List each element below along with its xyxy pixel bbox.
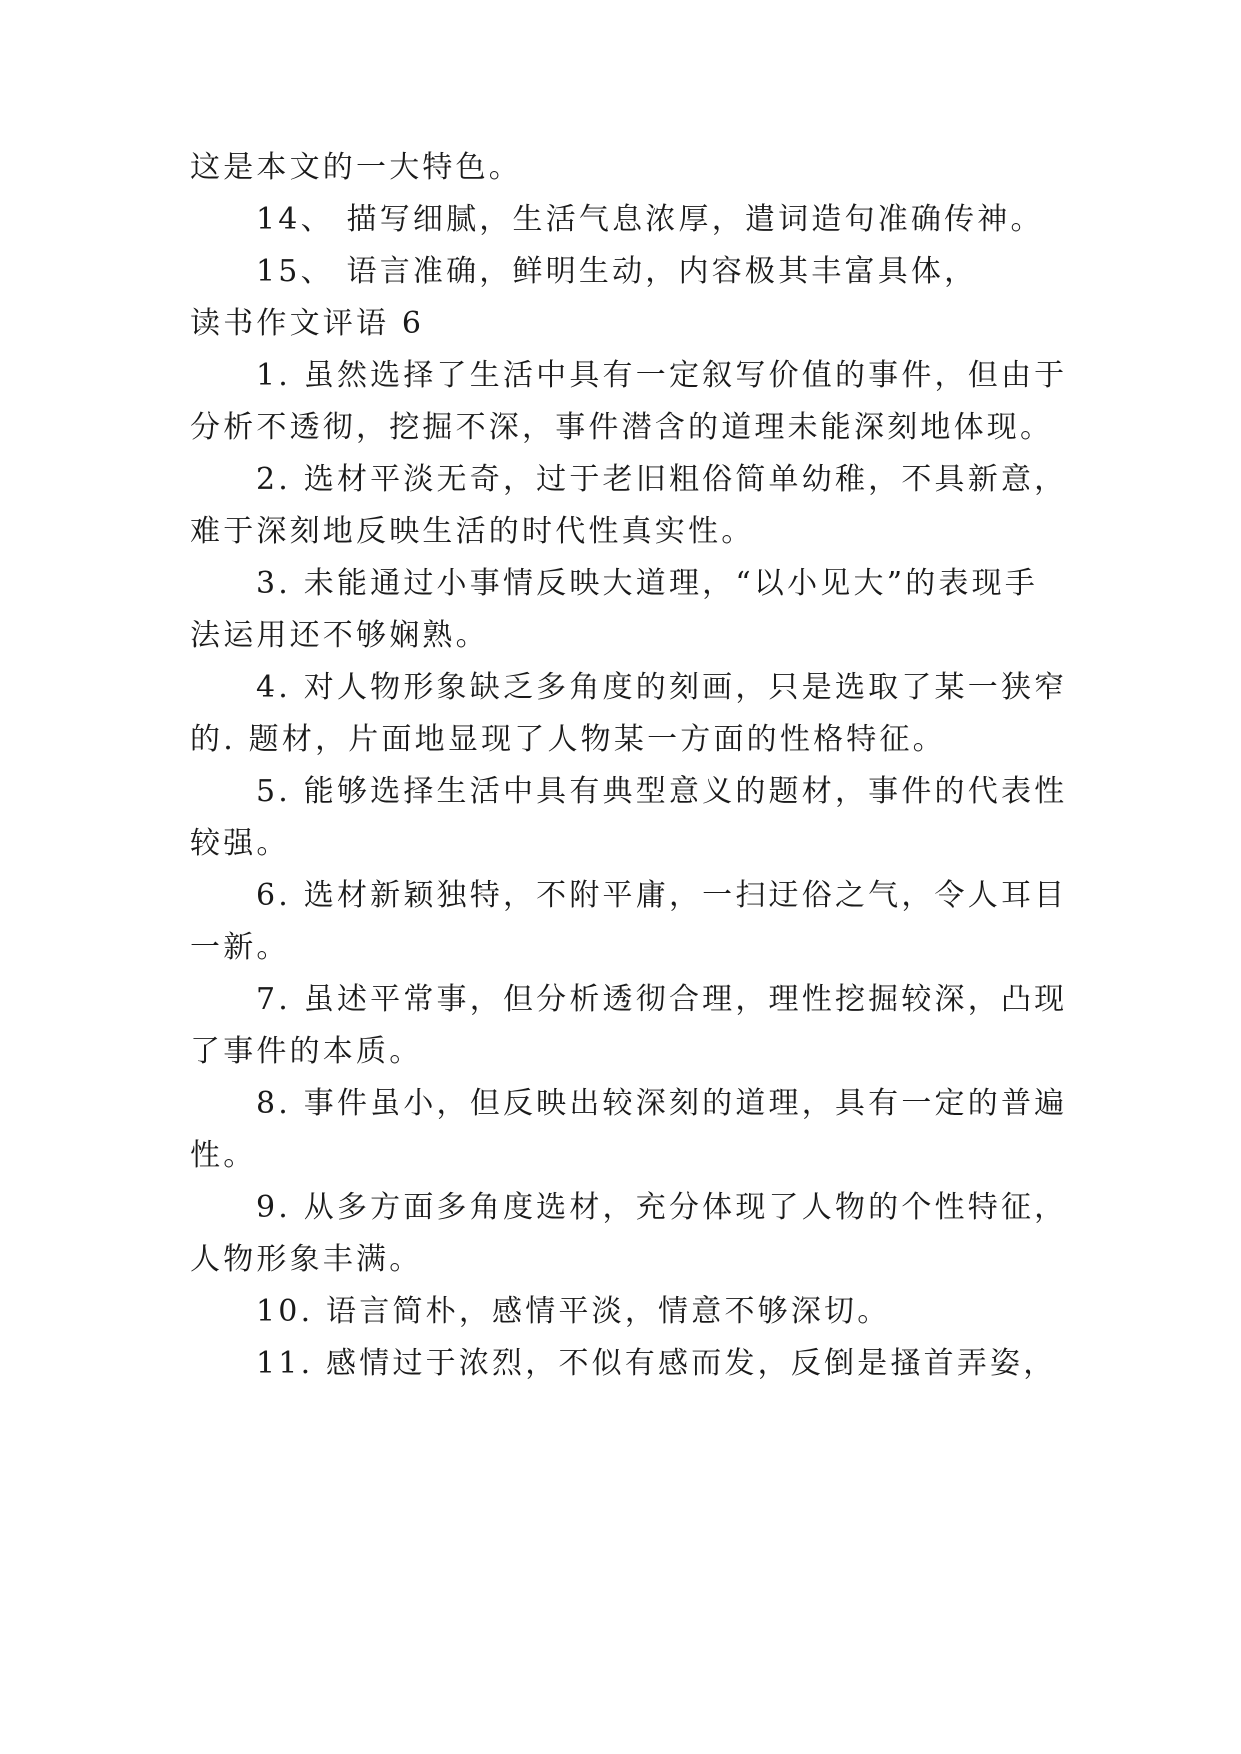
text-line: 1. 虽然选择了生活中具有一定叙写价值的事件，但由于: [256, 358, 1068, 393]
text-line: 较强。: [190, 826, 290, 861]
text-line: 这是本文的一大特色。: [190, 150, 522, 185]
text-line: 15、 语言准确，鲜明生动，内容极其丰富具体，: [256, 254, 978, 289]
text-line: 分析不透彻，挖掘不深，事件潜含的道理未能深刻地体现。: [190, 410, 1054, 445]
text-line: 一新。: [190, 930, 290, 965]
text-line: 14、 描写细腻，生活气息浓厚，遣词造句准确传神。: [256, 202, 1044, 237]
text-line: 人物形象丰满。: [190, 1242, 423, 1277]
text-line: 11. 感情过于浓烈，不似有感而发，反倒是搔首弄姿，: [256, 1346, 1057, 1381]
text-line: 难于深刻地反映生活的时代性真实性。: [190, 514, 755, 549]
text-line: 4. 对人物形象缺乏多角度的刻画，只是选取了某一狭窄: [256, 670, 1068, 705]
text-line: 法运用还不够娴熟。: [190, 618, 489, 653]
text-line: 10. 语言简朴，感情平淡，情意不够深切。: [256, 1294, 891, 1329]
text-line: 5. 能够选择生活中具有典型意义的题材，事件的代表性: [256, 774, 1068, 809]
text-line: 的. 题材，片面地显现了人物某一方面的性格特征。: [190, 722, 946, 757]
text-line: 了事件的本质。: [190, 1034, 423, 1069]
text-line: 6. 选材新颖独特，不附平庸，一扫迂俗之气，令人耳目: [256, 878, 1068, 913]
section-heading: 读书作文评语 6: [190, 306, 425, 341]
text-line: 7. 虽述平常事，但分析透彻合理，理性挖掘较深，凸现: [256, 982, 1068, 1017]
text-line: 8. 事件虽小，但反映出较深刻的道理，具有一定的普遍: [256, 1086, 1068, 1121]
text-line: 性。: [190, 1138, 257, 1173]
text-line: 9. 从多方面多角度选材，充分体现了人物的个性特征，: [256, 1190, 1068, 1225]
text-line: 2. 选材平淡无奇，过于老旧粗俗简单幼稚，不具新意，: [256, 462, 1068, 497]
text-line: 3. 未能通过小事情反映大道理，“以小见大”的表现手: [256, 566, 1039, 601]
